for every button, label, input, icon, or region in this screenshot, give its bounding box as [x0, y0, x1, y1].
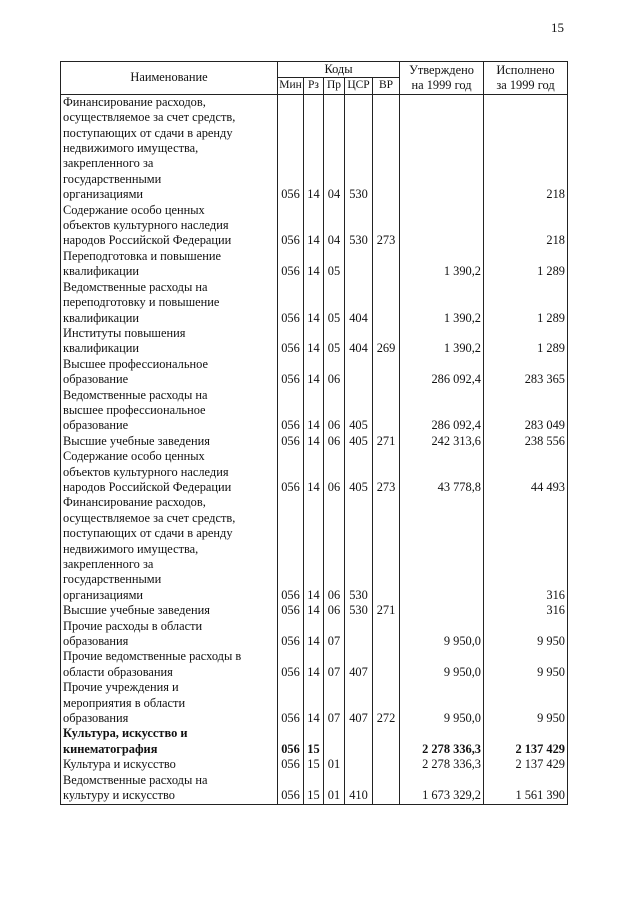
- cell-approved: 1 390,2: [400, 326, 484, 357]
- table-row: [61, 357, 568, 388]
- row-name-line: осуществляемое за счет средств,: [63, 510, 236, 525]
- cell-executed: 2 137 429: [484, 757, 568, 772]
- cell-rz: 14: [304, 357, 324, 388]
- row-name-line: Высшие учебные заведения: [63, 433, 210, 448]
- cell-csr: [345, 726, 373, 757]
- row-name: [61, 280, 278, 326]
- header-approved-line2: на 1999 год: [411, 77, 472, 92]
- cell-rz: 15: [304, 757, 324, 772]
- row-name-line: Прочие ведомственные расходы в: [63, 649, 242, 664]
- row-name: [61, 773, 278, 804]
- row-name-line: объектов культурного наследия: [63, 464, 229, 479]
- cell-executed: 1 289: [484, 280, 568, 326]
- row-name-line: поступающих от сдачи в аренду: [63, 125, 233, 140]
- cell-vr: [373, 388, 400, 434]
- header-executed-line1: Исполнено: [496, 62, 555, 77]
- table-row: [61, 757, 568, 772]
- cell-executed: 316: [484, 495, 568, 603]
- header-executed-line2: за 1999 год: [496, 77, 555, 92]
- row-name-line: закрепленного за: [63, 156, 154, 171]
- cell-min: 056: [278, 619, 304, 650]
- cell-csr: 530: [345, 203, 373, 249]
- cell-min: 056: [278, 680, 304, 726]
- row-name-line: Прочие учреждения и: [63, 680, 179, 695]
- cell-executed: 2 137 429: [484, 726, 568, 757]
- cell-vr: 272: [373, 680, 400, 726]
- row-name-line: недвижимого имущества,: [63, 141, 199, 156]
- cell-approved: [400, 495, 484, 603]
- cell-pr: [324, 726, 345, 757]
- header-min: Мин: [278, 78, 304, 94]
- cell-approved: 2 278 336,3: [400, 757, 484, 772]
- cell-executed: 1 289: [484, 326, 568, 357]
- row-name-line: высшее профессиональное: [63, 402, 206, 417]
- cell-vr: 273: [373, 449, 400, 495]
- cell-min: 056: [278, 757, 304, 772]
- row-name-line: образование: [63, 418, 129, 433]
- cell-pr: 04: [324, 94, 345, 202]
- cell-csr: 404: [345, 326, 373, 357]
- row-name: [61, 726, 278, 757]
- row-name-line: Ведомственные расходы на: [63, 387, 208, 402]
- cell-executed: 9 950: [484, 680, 568, 726]
- row-name-line: Культура и искусство: [63, 757, 176, 772]
- table-row: [61, 94, 568, 202]
- cell-min: 056: [278, 773, 304, 804]
- budget-table: [60, 61, 568, 805]
- row-name-line: народов Российской Федерации: [63, 479, 232, 494]
- cell-rz: 14: [304, 680, 324, 726]
- cell-min: 056: [278, 726, 304, 757]
- row-name: [61, 434, 278, 449]
- row-name: [61, 680, 278, 726]
- table-row: [61, 603, 568, 618]
- cell-csr: 405: [345, 388, 373, 434]
- row-name-line: культуру и искусство: [63, 788, 175, 803]
- row-name-line: государственными: [63, 572, 162, 587]
- cell-pr: 06: [324, 495, 345, 603]
- cell-approved: 1 673 329,2: [400, 773, 484, 804]
- row-name: [61, 649, 278, 680]
- table-row: [61, 203, 568, 249]
- row-name-line: поступающих от сдачи в аренду: [63, 526, 233, 541]
- cell-rz: 15: [304, 773, 324, 804]
- row-name-line: организациями: [63, 587, 144, 602]
- row-name-line: Прочие расходы в области: [63, 618, 203, 633]
- row-name: [61, 357, 278, 388]
- row-name: [61, 326, 278, 357]
- row-name-line: Культура, искусство и: [63, 726, 188, 741]
- cell-pr: 05: [324, 249, 345, 280]
- cell-min: 056: [278, 388, 304, 434]
- header-executed: [484, 62, 568, 95]
- cell-rz: 14: [304, 249, 324, 280]
- cell-csr: [345, 357, 373, 388]
- cell-vr: [373, 94, 400, 202]
- cell-min: 056: [278, 326, 304, 357]
- cell-rz: 14: [304, 495, 324, 603]
- cell-pr: 06: [324, 434, 345, 449]
- row-name-line: Содержание особо ценных: [63, 202, 205, 217]
- cell-vr: [373, 619, 400, 650]
- header-pr: Пр: [324, 78, 345, 94]
- cell-rz: 14: [304, 619, 324, 650]
- table-row: [61, 649, 568, 680]
- cell-approved: 2 278 336,3: [400, 726, 484, 757]
- cell-rz: 14: [304, 649, 324, 680]
- row-name-line: образования: [63, 711, 129, 726]
- cell-executed: 1 289: [484, 249, 568, 280]
- cell-rz: 14: [304, 280, 324, 326]
- row-name-line: образования: [63, 634, 129, 649]
- cell-rz: 14: [304, 603, 324, 618]
- cell-executed: 9 950: [484, 619, 568, 650]
- row-name: [61, 203, 278, 249]
- cell-min: 056: [278, 649, 304, 680]
- cell-approved: [400, 603, 484, 618]
- cell-approved: 43 778,8: [400, 449, 484, 495]
- row-name-line: государственными: [63, 171, 162, 186]
- cell-executed: 44 493: [484, 449, 568, 495]
- cell-pr: 06: [324, 388, 345, 434]
- cell-vr: [373, 280, 400, 326]
- table-row: [61, 388, 568, 434]
- row-name-line: переподготовку и повышение: [63, 295, 220, 310]
- cell-approved: [400, 203, 484, 249]
- cell-min: 056: [278, 249, 304, 280]
- cell-approved: 9 950,0: [400, 680, 484, 726]
- table-body: [61, 94, 568, 804]
- cell-csr: 530: [345, 495, 373, 603]
- cell-pr: 06: [324, 357, 345, 388]
- cell-pr: 07: [324, 619, 345, 650]
- row-name-line: образование: [63, 372, 129, 387]
- cell-vr: [373, 249, 400, 280]
- cell-csr: [345, 757, 373, 772]
- cell-approved: 9 950,0: [400, 649, 484, 680]
- cell-vr: 271: [373, 434, 400, 449]
- row-name-line: Содержание особо ценных: [63, 449, 205, 464]
- cell-rz: 14: [304, 326, 324, 357]
- table-row: [61, 449, 568, 495]
- cell-min: 056: [278, 203, 304, 249]
- page-number: 15: [551, 20, 564, 35]
- cell-csr: 404: [345, 280, 373, 326]
- table-row: [61, 495, 568, 603]
- cell-vr: [373, 495, 400, 603]
- header-approved: [400, 62, 484, 95]
- row-name-line: Высшие учебные заведения: [63, 603, 210, 618]
- row-name-line: Ведомственные расходы на: [63, 772, 208, 787]
- cell-approved: 1 390,2: [400, 280, 484, 326]
- cell-executed: 218: [484, 203, 568, 249]
- row-name-line: квалификации: [63, 310, 140, 325]
- row-name-line: области образования: [63, 664, 173, 679]
- row-name-line: Институты повышения: [63, 325, 186, 340]
- cell-rz: 14: [304, 388, 324, 434]
- cell-min: 056: [278, 280, 304, 326]
- row-name-line: Переподготовка и повышение: [63, 248, 221, 263]
- header-csr: ЦСР: [345, 78, 373, 94]
- cell-csr: 410: [345, 773, 373, 804]
- row-name-line: народов Российской Федерации: [63, 233, 232, 248]
- row-name-line: организациями: [63, 187, 144, 202]
- cell-min: 056: [278, 357, 304, 388]
- cell-pr: 06: [324, 603, 345, 618]
- row-name-line: Финансирование расходов,: [63, 495, 206, 510]
- cell-executed: 218: [484, 94, 568, 202]
- row-name-line: Высшее профессиональное: [63, 356, 208, 371]
- cell-pr: 04: [324, 203, 345, 249]
- cell-executed: 1 561 390: [484, 773, 568, 804]
- table-row: [61, 249, 568, 280]
- cell-approved: 1 390,2: [400, 249, 484, 280]
- cell-csr: [345, 619, 373, 650]
- row-name-line: осуществляемое за счет средств,: [63, 110, 236, 125]
- cell-pr: 05: [324, 280, 345, 326]
- row-name: [61, 495, 278, 603]
- cell-pr: 07: [324, 649, 345, 680]
- cell-vr: 271: [373, 603, 400, 618]
- cell-vr: [373, 757, 400, 772]
- row-name-line: объектов культурного наследия: [63, 218, 229, 233]
- cell-vr: 273: [373, 203, 400, 249]
- cell-vr: [373, 357, 400, 388]
- row-name: [61, 449, 278, 495]
- cell-csr: 405: [345, 434, 373, 449]
- header-name: Наименование: [61, 62, 278, 95]
- cell-pr: 07: [324, 680, 345, 726]
- table-row: [61, 434, 568, 449]
- cell-vr: [373, 649, 400, 680]
- cell-min: 056: [278, 495, 304, 603]
- row-name-line: недвижимого имущества,: [63, 541, 199, 556]
- cell-csr: 530: [345, 603, 373, 618]
- cell-vr: [373, 773, 400, 804]
- cell-executed: 283 365: [484, 357, 568, 388]
- cell-rz: 14: [304, 203, 324, 249]
- row-name: [61, 757, 278, 772]
- cell-approved: 9 950,0: [400, 619, 484, 650]
- cell-min: 056: [278, 94, 304, 202]
- cell-executed: 238 556: [484, 434, 568, 449]
- row-name-line: закрепленного за: [63, 557, 154, 571]
- cell-csr: 407: [345, 649, 373, 680]
- row-name-line: Ведомственные расходы на: [63, 279, 208, 294]
- cell-approved: 242 313,6: [400, 434, 484, 449]
- table-row: [61, 619, 568, 650]
- row-name: [61, 249, 278, 280]
- row-name: [61, 388, 278, 434]
- cell-rz: 14: [304, 94, 324, 202]
- cell-csr: 407: [345, 680, 373, 726]
- cell-min: 056: [278, 434, 304, 449]
- cell-executed: 316: [484, 603, 568, 618]
- table-row: [61, 280, 568, 326]
- cell-pr: 01: [324, 773, 345, 804]
- row-name-line: мероприятия в области: [63, 695, 186, 710]
- header-approved-line1: Утверждено: [409, 62, 474, 77]
- cell-rz: 14: [304, 449, 324, 495]
- cell-csr: 530: [345, 94, 373, 202]
- row-name: [61, 603, 278, 618]
- cell-rz: 15: [304, 726, 324, 757]
- cell-csr: 405: [345, 449, 373, 495]
- cell-min: 056: [278, 449, 304, 495]
- row-name-line: Финансирование расходов,: [63, 94, 206, 109]
- table-row: [61, 773, 568, 804]
- table-row: [61, 726, 568, 757]
- cell-min: 056: [278, 603, 304, 618]
- cell-pr: 01: [324, 757, 345, 772]
- cell-pr: 05: [324, 326, 345, 357]
- cell-csr: [345, 249, 373, 280]
- header-codes: Коды: [278, 62, 400, 78]
- row-name-line: квалификации: [63, 264, 140, 279]
- row-name-line: квалификации: [63, 341, 140, 356]
- header-rz: Рз: [304, 78, 324, 94]
- cell-approved: [400, 94, 484, 202]
- row-name: [61, 619, 278, 650]
- row-name-line: кинематография: [63, 741, 158, 756]
- cell-rz: 14: [304, 434, 324, 449]
- row-name: [61, 94, 278, 202]
- table-row: [61, 680, 568, 726]
- header-vr: ВР: [373, 78, 400, 94]
- cell-approved: 286 092,4: [400, 388, 484, 434]
- cell-pr: 06: [324, 449, 345, 495]
- table-row: [61, 326, 568, 357]
- cell-approved: 286 092,4: [400, 357, 484, 388]
- cell-executed: 283 049: [484, 388, 568, 434]
- cell-vr: [373, 726, 400, 757]
- cell-vr: 269: [373, 326, 400, 357]
- cell-executed: 9 950: [484, 649, 568, 680]
